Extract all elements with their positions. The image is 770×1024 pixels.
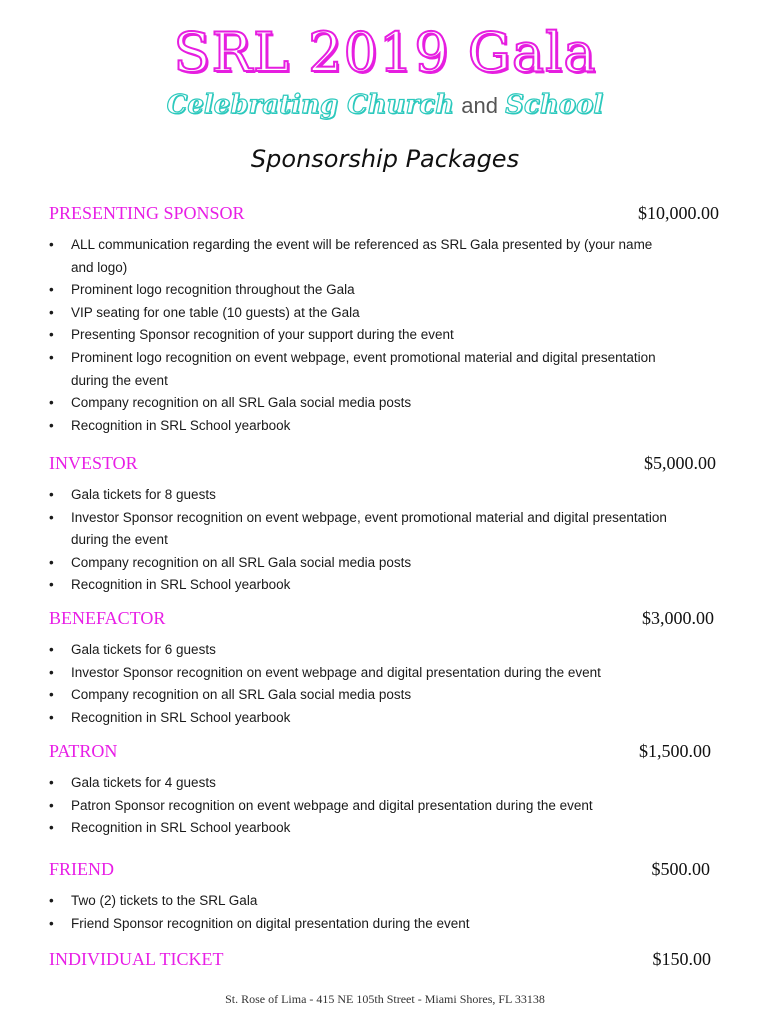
list-item: • Gala tickets for 8 guests: [49, 484, 669, 507]
list-item: • Two (2) tickets to the SRL Gala: [49, 890, 669, 913]
tier-price: $1,500.00: [639, 741, 711, 761]
tier-benefactor-header: [49, 606, 714, 630]
footer-address: St. Rose of Lima - 415 NE 105th Street - Miami Shores, FL 33138: [225, 992, 545, 1006]
list-item: • Prominent logo recognition on event webpage, event promotional material and digital presentation during the event: [49, 347, 669, 392]
list-item: • Presenting Sponsor recognition of your support during the event: [49, 324, 669, 347]
list-item: • Company recognition on all SRL Gala social media posts: [49, 392, 669, 415]
list-item: • Recognition in SRL School yearbook: [49, 574, 669, 597]
list-item: • Recognition in SRL School yearbook: [49, 817, 649, 840]
tier-name: BENEFACTOR: [49, 608, 166, 628]
tier-friend-benefits: [49, 890, 669, 935]
list-item: • Company recognition on all SRL Gala social media posts: [49, 684, 649, 707]
list-item: • VIP seating for one table (10 guests) at the Gala: [49, 302, 669, 325]
tier-investor-header: [49, 451, 716, 475]
list-item: • Patron Sponsor recognition on event webpage and digital presentation during the event: [49, 795, 649, 818]
subtitle-school: School: [505, 90, 604, 120]
list-item: • Recognition in SRL School yearbook: [49, 707, 649, 730]
page-title: SRL 2019 Gala: [173, 21, 597, 84]
list-item: • Company recognition on all SRL Gala social media posts: [49, 552, 669, 575]
tier-name: INVESTOR: [49, 453, 138, 473]
list-item: • Gala tickets for 6 guests: [49, 639, 649, 662]
tier-presenting-sponsor-header: [49, 201, 719, 225]
packages-heading: Sponsorship Packages: [250, 145, 520, 173]
tier-individual-ticket-header: [49, 947, 711, 971]
list-item: • Investor Sponsor recognition on event webpage and digital presentation during the event: [49, 662, 649, 685]
list-item: • Prominent logo recognition throughout the Gala: [49, 279, 669, 302]
tier-price: $3,000.00: [642, 608, 714, 628]
tier-name: PRESENTING SPONSOR: [49, 203, 245, 223]
tier-friend-header: [49, 857, 710, 881]
tier-patron-header: [49, 739, 711, 763]
list-item: • ALL communication regarding the event will be referenced as SRL Gala presented by (your name and logo): [49, 234, 669, 279]
tier-investor-benefits: [49, 484, 669, 597]
list-item: • Investor Sponsor recognition on event webpage, event promotional material and digital presentation during the event: [49, 507, 669, 552]
tier-name: INDIVIDUAL TICKET: [49, 949, 224, 969]
subtitle: [0, 86, 770, 124]
list-item: • Recognition in SRL School yearbook: [49, 415, 669, 438]
tier-price: $5,000.00: [644, 453, 716, 473]
tier-price: $500.00: [651, 859, 710, 879]
tier-name: FRIEND: [49, 859, 115, 879]
tier-price: $10,000.00: [638, 203, 719, 223]
tier-name: PATRON: [49, 741, 118, 761]
list-item: • Gala tickets for 4 guests: [49, 772, 649, 795]
tier-presenting-sponsor-benefits: [49, 234, 669, 437]
subtitle-celebrating-church: Celebrating Church: [166, 90, 455, 120]
tier-price: $150.00: [652, 949, 711, 969]
list-item: • Friend Sponsor recognition on digital presentation during the event: [49, 913, 669, 936]
tier-patron-benefits: [49, 772, 649, 840]
subtitle-and: and: [461, 93, 498, 118]
tier-benefactor-benefits: [49, 639, 649, 729]
